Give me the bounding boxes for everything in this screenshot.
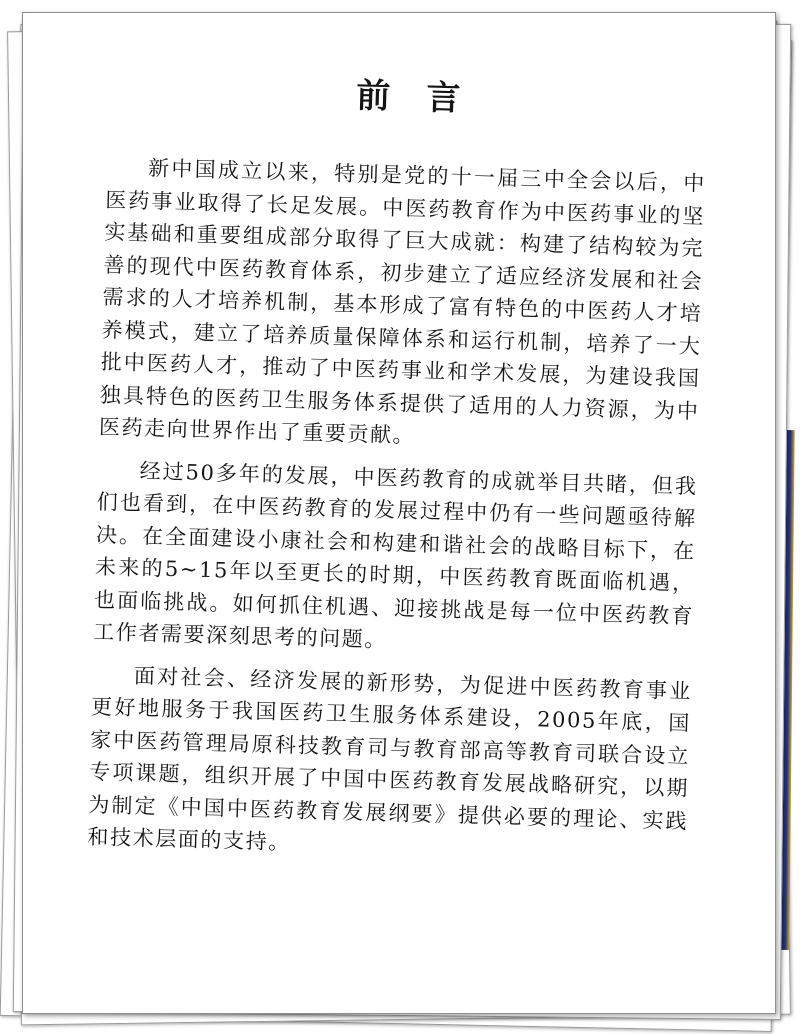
paragraph-3: 面对社会、经济发展的新形势，为促进中医药教育事业更好地服务于我国医药卫生服务体系建设，2005年底，国家中医药管理局原科技教育司与教育部高等教育司联合设立专项课题，组织开展了中国中医药教育发展战略研究，以期为制定《中国中医药教育发展纲要》提供必要的理论、实践和技术层面的支持。 (87, 663, 693, 855)
document-page (22, 12, 776, 1014)
paragraph-1: 新中国成立以来，特别是党的十一届三中全会以后，中医药事业取得了长足发展。中医药教育作为中医药事业的坚实基础和重要组成部分取得了巨大成就：构建了结构较为完善的现代中医药教育体系，初步建立了适应经济发展和社会需求的人才培养机制，基本形成了富有特色的中医药人才培养模式，建立了培养质量保障体系和运行机制，培养了一大批中医药人才，推动了中医药事业和学术发展，为建设我国独具特色的医药卫生服务体系提供了适用的人力资源，为中医药走向世界作出了重要贡献。 (98, 156, 707, 448)
page-title: 前言 (355, 75, 497, 120)
paragraph-2: 经过50多年的发展，中医药教育的成就举目共睹，但我们也看到，在中医药教育的发展过程中仍有一些问题亟待解决。在全面建设小康社会和构建和谐社会的战略目标下，在未来的5~15年以至更长的时期，中医药教育既面临机遇，也面临挑战。如何抓住机遇、迎接挑战是每一位中医药教育工作者需要深刻思考的问题。 (92, 458, 698, 652)
page-content (87, 67, 709, 880)
